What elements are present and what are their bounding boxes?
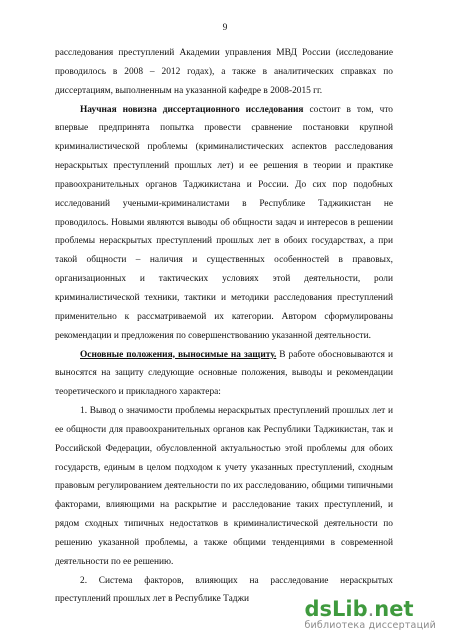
dslib-logo: dsLib.net (304, 597, 414, 621)
scientific-novelty-text: состоит в том, что впервые предпринята попытка провести сравнение постановки крупной криминалистической проблемы (криминалистических аспектов расследования нераскрытых преступлений прошлых лет) и ее решения в теории и практике правоохранительных органов Таджикистана и России. До сих пор подобных исследований учеными-криминалистами в Республике Таджикистан не проводилось. Новыми являются выводы об общности задач и интересов в решении проблемы нераскрытых преступлений прошлых лет в обоих государствах, а при такой общности – наличия и существенных особенностей в правовых, организационных и тактических условиях этой деятельности, роли криминалистической техники, тактики и методики расследования преступлений применительно к рассматриваемой их категории. Автором сформулированы рекомендации и предложения по совершенствованию указанной деятельности. (55, 104, 393, 341)
provision-item-2: 2. Система факторов, влияющих на расследование нераскрытых преступлений прошлых лет в Республике Таджи (55, 575, 393, 605)
paragraph-main-provisions (55, 346, 393, 403)
heading-main-provisions: Основные положения, выносимые на защиту. (80, 349, 277, 360)
dslib-watermark (304, 598, 436, 631)
provision-item-1: 1. Вывод о значимости проблемы нераскрытых преступлений прошлых лет и ее общности для правоохранительных органов как Республики Таджикистан, так и Российской Федерации, обусловленной актуальностью этой проблемы для обоих государств, единым в целом подходом к учету указанных преступлений, сходным правовым регулированием деятельности по их расследованию, общими типичными факторами, влияющими на раскрытие и расследование таких преступлений, и рядом сходных типичных недостатков в криминалистической деятельности по решению указанной проблемы, а также общими тенденциями в современной деятельности по ее решению. (55, 406, 393, 567)
page-number: 9 (222, 23, 228, 33)
heading-scientific-novelty: Научная новизна диссертационного исследования (80, 104, 304, 115)
dslib-subtitle: библиотека диссертаций (304, 620, 436, 631)
main-provisions-text: В работе обосновываются и выносятся на защиту следующие основные положения, выводы и рекомендации теоретического и прикладного характера: (55, 349, 393, 398)
paragraph-scientific-novelty (55, 101, 393, 346)
document-body (55, 44, 393, 609)
paragraph-intro-continuation: расследования преступлений Академии управления МВД России (исследование проводилось в 2008 – 2012 годах), а также в аналитических справках по диссертациям, выполненным на указанной кафедре в 2008-2015 гг. (55, 48, 393, 96)
